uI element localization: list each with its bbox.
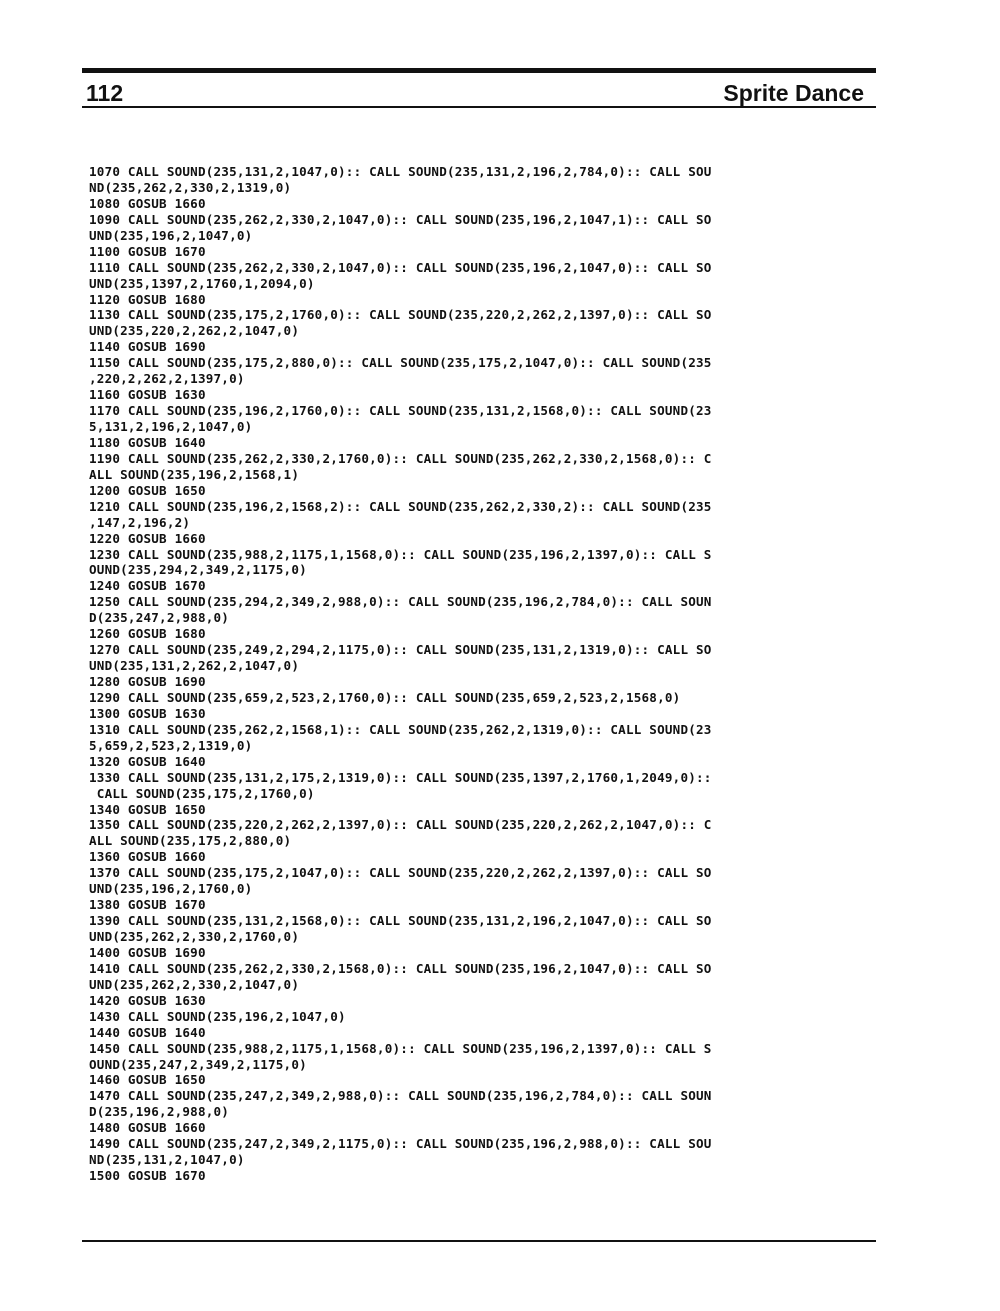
code-line: 1210 CALL SOUND(235,196,2,1568,2):: CALL SOUND(235,262,2,330,2):: CALL SOUND(235 (89, 498, 712, 514)
code-line: 1120 GOSUB 1680 (89, 291, 206, 307)
code-line: ND(235,262,2,330,2,1319,0) (89, 179, 292, 195)
code-line: OUND(235,247,2,349,2,1175,0) (89, 1056, 307, 1072)
code-line: 1410 CALL SOUND(235,262,2,330,2,1568,0):: CALL SOUND(235,196,2,1047,0):: CALL SO (89, 960, 712, 976)
code-line: 1340 GOSUB 1650 (89, 801, 206, 817)
code-line: 1080 GOSUB 1660 (89, 195, 206, 211)
code-line: 1350 CALL SOUND(235,220,2,262,2,1397,0):: CALL SOUND(235,220,2,262,2,1047,0):: C (89, 817, 712, 833)
code-line: 1240 GOSUB 1670 (89, 578, 206, 594)
code-line: ,147,2,196,2) (89, 514, 191, 530)
code-line: UND(235,1397,2,1760,1,2094,0) (89, 275, 315, 291)
code-line: 1220 GOSUB 1660 (89, 530, 206, 546)
code-line: 1160 GOSUB 1630 (89, 387, 206, 403)
code-line: 1260 GOSUB 1680 (89, 626, 206, 642)
code-line: D(235,247,2,988,0) (89, 610, 230, 626)
header-rule-thin (82, 106, 876, 108)
code-line: 1420 GOSUB 1630 (89, 992, 206, 1008)
code-line: 1320 GOSUB 1640 (89, 753, 206, 769)
code-line: 1090 CALL SOUND(235,262,2,330,2,1047,0):: CALL SOUND(235,196,2,1047,1):: CALL SO (89, 211, 712, 227)
code-line: 1400 GOSUB 1690 (89, 944, 206, 960)
code-line: 1190 CALL SOUND(235,262,2,330,2,1760,0):: CALL SOUND(235,262,2,330,2,1568,0):: C (89, 450, 712, 466)
code-line: 1270 CALL SOUND(235,249,2,294,2,1175,0):: CALL SOUND(235,131,2,1319,0):: CALL SO (89, 642, 712, 658)
code-line: UND(235,262,2,330,2,1047,0) (89, 976, 300, 992)
code-line: 1280 GOSUB 1690 (89, 674, 206, 689)
code-line: ,220,2,262,2,1397,0) (89, 371, 245, 387)
code-line: 1140 GOSUB 1690 (89, 339, 206, 355)
code-line: 1370 CALL SOUND(235,175,2,1047,0):: CALL SOUND(235,220,2,262,2,1397,0):: CALL SO (89, 865, 712, 881)
code-line: CALL SOUND(235,175,2,1760,0) (89, 785, 315, 801)
code-line: ALL SOUND(235,196,2,1568,1) (89, 466, 300, 482)
code-line: 5,131,2,196,2,1047,0) (89, 419, 253, 434)
code-line: 1390 CALL SOUND(235,131,2,1568,0):: CALL SOUND(235,131,2,196,2,1047,0):: CALL SO (89, 913, 712, 929)
code-line: 1180 GOSUB 1640 (89, 434, 206, 450)
footer-rule (82, 1240, 876, 1242)
code-line: 1150 CALL SOUND(235,175,2,880,0):: CALL SOUND(235,175,2,1047,0):: CALL SOUND(235 (89, 355, 712, 371)
code-line: 1380 GOSUB 1670 (89, 897, 206, 913)
code-listing (89, 164, 869, 1184)
code-line: 1480 GOSUB 1660 (89, 1120, 206, 1136)
code-line: 1300 GOSUB 1630 (89, 705, 206, 721)
code-line: 1470 CALL SOUND(235,247,2,349,2,988,0):: CALL SOUND(235,196,2,784,0):: CALL SOUN (89, 1088, 712, 1104)
code-line: OUND(235,294,2,349,2,1175,0) (89, 562, 307, 578)
code-line: 1250 CALL SOUND(235,294,2,349,2,988,0):: CALL SOUND(235,196,2,784,0):: CALL SOUN (89, 594, 712, 610)
code-line: 1430 CALL SOUND(235,196,2,1047,0) (89, 1008, 346, 1024)
page-number: 112 (86, 80, 124, 106)
code-line: 1450 CALL SOUND(235,988,2,1175,1,1568,0):: CALL SOUND(235,196,2,1397,0):: CALL S (89, 1040, 712, 1056)
code-line: UND(235,196,2,1047,0) (89, 227, 253, 243)
code-line: UND(235,196,2,1760,0) (89, 881, 253, 897)
code-line: 1360 GOSUB 1660 (89, 849, 206, 865)
code-line: 1460 GOSUB 1650 (89, 1072, 206, 1088)
code-line: 1170 CALL SOUND(235,196,2,1760,0):: CALL SOUND(235,131,2,1568,0):: CALL SOUND(23 (89, 403, 712, 419)
code-line: ND(235,131,2,1047,0) (89, 1152, 245, 1168)
code-line: UND(235,262,2,330,2,1760,0) (89, 929, 300, 944)
code-line: D(235,196,2,988,0) (89, 1104, 230, 1120)
code-line: 1130 CALL SOUND(235,175,2,1760,0):: CALL SOUND(235,220,2,262,2,1397,0):: CALL SO (89, 307, 712, 323)
code-line: 1100 GOSUB 1670 (89, 243, 206, 259)
code-line: 1500 GOSUB 1670 (89, 1168, 206, 1184)
code-line: ALL SOUND(235,175,2,880,0) (89, 833, 292, 849)
code-line: 1310 CALL SOUND(235,262,2,1568,1):: CALL SOUND(235,262,2,1319,0):: CALL SOUND(23 (89, 721, 712, 737)
code-line: 1200 GOSUB 1650 (89, 482, 206, 498)
code-line: 1290 CALL SOUND(235,659,2,523,2,1760,0):: CALL SOUND(235,659,2,523,2,1568,0) (89, 689, 681, 705)
code-line: 1440 GOSUB 1640 (89, 1024, 206, 1040)
code-line: 1490 CALL SOUND(235,247,2,349,2,1175,0):: CALL SOUND(235,196,2,988,0):: CALL SOU (89, 1136, 712, 1152)
code-line: UND(235,220,2,262,2,1047,0) (89, 323, 300, 339)
code-line: UND(235,131,2,262,2,1047,0) (89, 658, 300, 674)
code-line: 5,659,2,523,2,1319,0) (89, 737, 253, 753)
code-line: 1070 CALL SOUND(235,131,2,1047,0):: CALL SOUND(235,131,2,196,2,784,0):: CALL SOU (89, 164, 712, 179)
code-line: 1110 CALL SOUND(235,262,2,330,2,1047,0):: CALL SOUND(235,196,2,1047,0):: CALL SO (89, 259, 712, 275)
code-line: 1230 CALL SOUND(235,988,2,1175,1,1568,0):: CALL SOUND(235,196,2,1397,0):: CALL S (89, 546, 712, 562)
header-rule-thick (82, 68, 876, 73)
code-line: 1330 CALL SOUND(235,131,2,175,2,1319,0):: CALL SOUND(235,1397,2,1760,1,2049,0):: (89, 769, 712, 785)
chapter-title: Sprite Dance (723, 80, 864, 106)
